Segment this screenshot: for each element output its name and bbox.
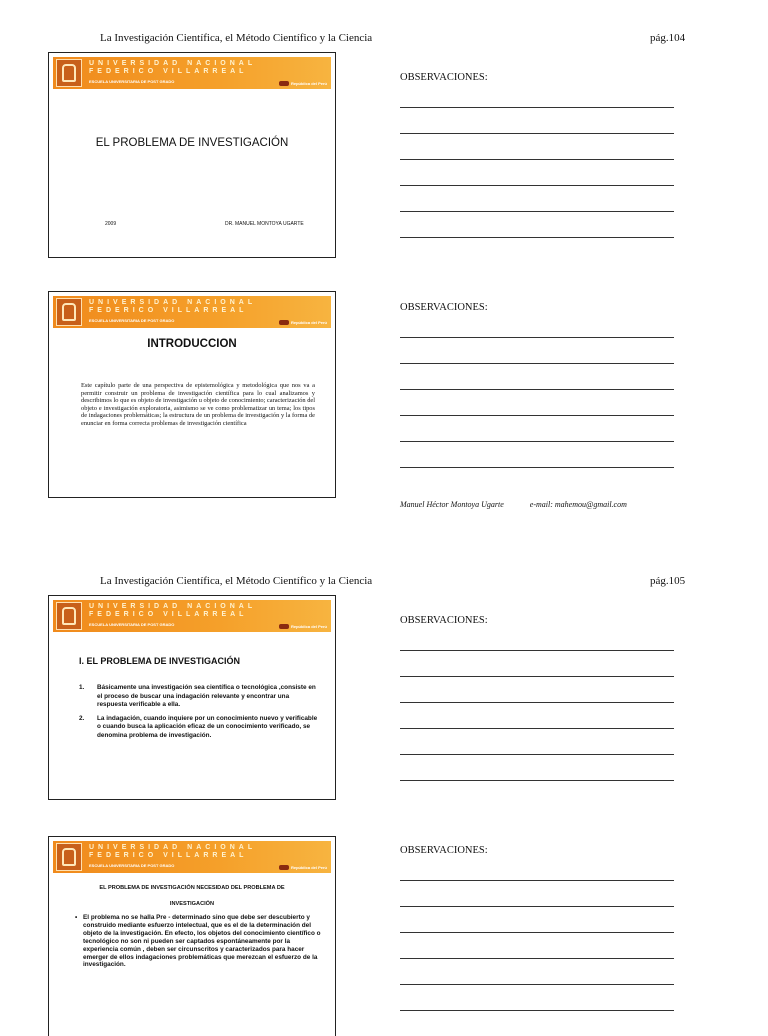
observations-block	[400, 845, 674, 1011]
republic-logo: República del Perú	[279, 81, 327, 86]
observation-line[interactable]	[400, 83, 674, 108]
list-item-number: 2.	[79, 714, 85, 722]
page-number: pág.105	[650, 575, 686, 587]
observation-line[interactable]	[400, 907, 674, 933]
observation-line[interactable]	[400, 881, 674, 907]
university-name-line1: UNIVERSIDAD NACIONAL	[89, 844, 257, 851]
observation-line[interactable]	[400, 677, 674, 703]
list-item-text: Básicamente una investigación sea científica o tecnológica ,consiste en el proceso de buscar una indagación relevante y encontrar una respuesta verificable a ella.	[97, 684, 316, 709]
slide-bullet-item	[75, 914, 321, 969]
school-name: ESCUELA UNIVERSITARIA DE POST GRADO	[89, 79, 175, 84]
university-logo-icon	[56, 602, 82, 630]
slide-body-text: El problema no se halla Pre - determinado sino que debe ser descubierto y construido mediante esfuerzo intelectual, que es el de la determinación del objeto de la investigación. En efecto, los objetos del conocimiento científico o tecnológico no son ni pueden ser captados espontáneamente por la experiencia común , deben ser circunscritos y caracterizados para hacer emerger de ellos indagaciones problemáticas que merezcan el esfuerzo de la investigación.	[83, 914, 321, 969]
page-number: pág.104	[650, 32, 686, 44]
page-header-title: La Investigación Científica, el Método Científico y la Ciencia	[100, 575, 373, 587]
list-item	[79, 684, 321, 710]
observation-line[interactable]	[400, 933, 674, 959]
university-name-line2: FEDERICO VILLARREAL	[89, 307, 248, 314]
observation-line[interactable]	[400, 212, 674, 238]
slide-necessity	[48, 836, 336, 1036]
slide-year: 2009	[105, 221, 117, 227]
school-name: ESCUELA UNIVERSITARIA DE POST GRADO	[89, 622, 175, 627]
school-name: ESCUELA UNIVERSITARIA DE POST GRADO	[89, 318, 175, 323]
republic-logo: República del Perú	[279, 624, 327, 629]
university-name-line1: UNIVERSIDAD NACIONAL	[89, 603, 257, 610]
university-logo-icon	[56, 59, 82, 87]
observation-line[interactable]	[400, 856, 674, 881]
observation-line[interactable]	[400, 651, 674, 677]
university-name-line1: UNIVERSIDAD NACIONAL	[89, 60, 257, 67]
bullet-icon: •	[75, 914, 78, 921]
observations-block	[400, 615, 674, 781]
slide-list	[79, 684, 321, 746]
observation-line[interactable]	[400, 416, 674, 442]
university-banner	[53, 600, 331, 632]
list-item-number: 1.	[79, 684, 85, 691]
university-name-line1: UNIVERSIDAD NACIONAL	[89, 299, 257, 306]
observation-line[interactable]	[400, 959, 674, 985]
observation-line[interactable]	[400, 338, 674, 364]
university-name-line2: FEDERICO VILLARREAL	[89, 611, 248, 618]
observation-line[interactable]	[400, 442, 674, 468]
observation-line[interactable]	[400, 313, 674, 338]
slide-title: INTRODUCCION	[147, 338, 237, 350]
observation-line[interactable]	[400, 364, 674, 390]
university-logo-icon	[56, 298, 82, 326]
university-banner	[53, 841, 331, 873]
university-name-line2: FEDERICO VILLARREAL	[89, 852, 248, 859]
slide-author: DR. MANUEL MONTOYA UGARTE	[225, 221, 304, 227]
university-banner	[53, 57, 331, 89]
observation-line[interactable]	[400, 108, 674, 134]
footer	[400, 500, 627, 509]
page-header-title: La Investigación Científica, el Método Científico y la Ciencia	[100, 32, 373, 44]
slide-problem	[48, 595, 336, 800]
republic-logo: República del Perú	[279, 865, 327, 870]
observation-line[interactable]	[400, 755, 674, 781]
republic-logo: República del Perú	[279, 320, 327, 325]
school-name: ESCUELA UNIVERSITARIA DE POST GRADO	[89, 863, 175, 868]
observation-line[interactable]	[400, 134, 674, 160]
slide-body-text: Este capítulo parte de una perspectiva de epistemológica y metodológica que nos va a permitir construir un problema de investigación científica para lo cual analizamos y describimos lo que es objeto de investigación u objeto de conocimiento; caracterización del objeto e investigación exploratoria, asimismo se ve como problematizar un tema; los tipos de indagaciones problemáticas; la estructura de un problema de investigación y la forma de enunciar en forma correcta problemas de investigación científica	[81, 382, 315, 427]
slide-title: EL PROBLEMA DE INVESTIGACIÓN	[95, 137, 289, 149]
slide-introduction	[48, 291, 336, 498]
slide-title-line2: INVESTIGACIÓN	[169, 901, 215, 907]
observations-label: OBSERVACIONES:	[400, 302, 488, 313]
university-banner	[53, 296, 331, 328]
slide-title-slide	[48, 52, 336, 258]
observation-line[interactable]	[400, 985, 674, 1011]
slide-title-line1: EL PROBLEMA DE INVESTIGACIÓN NECESIDAD DEL PROBLEMA DE	[99, 885, 285, 891]
observations-block	[400, 302, 674, 468]
observation-line[interactable]	[400, 160, 674, 186]
observation-line[interactable]	[400, 729, 674, 755]
footer-email: e-mail: mahemou@gmail.com	[529, 500, 627, 509]
observations-label: OBSERVACIONES:	[400, 72, 488, 83]
observation-line[interactable]	[400, 390, 674, 416]
observations-label: OBSERVACIONES:	[400, 845, 488, 856]
list-item-text: La indagación, cuando inquiere por un conocimiento nuevo y verificable o cuando busca la aplicación eficaz de un conocimiento verificado, se denomina problema de investigación.	[97, 714, 318, 739]
university-logo-icon	[56, 843, 82, 871]
footer-author: Manuel Héctor Montoya Ugarte	[400, 500, 504, 509]
slide-title: I. EL PROBLEMA DE INVESTIGACIÓN	[79, 656, 241, 666]
university-name-line2: FEDERICO VILLARREAL	[89, 68, 248, 75]
observation-line[interactable]	[400, 186, 674, 212]
list-item	[79, 715, 321, 741]
observations-label: OBSERVACIONES:	[400, 615, 488, 626]
observation-line[interactable]	[400, 703, 674, 729]
observation-line[interactable]	[400, 626, 674, 651]
observations-block	[400, 72, 674, 238]
